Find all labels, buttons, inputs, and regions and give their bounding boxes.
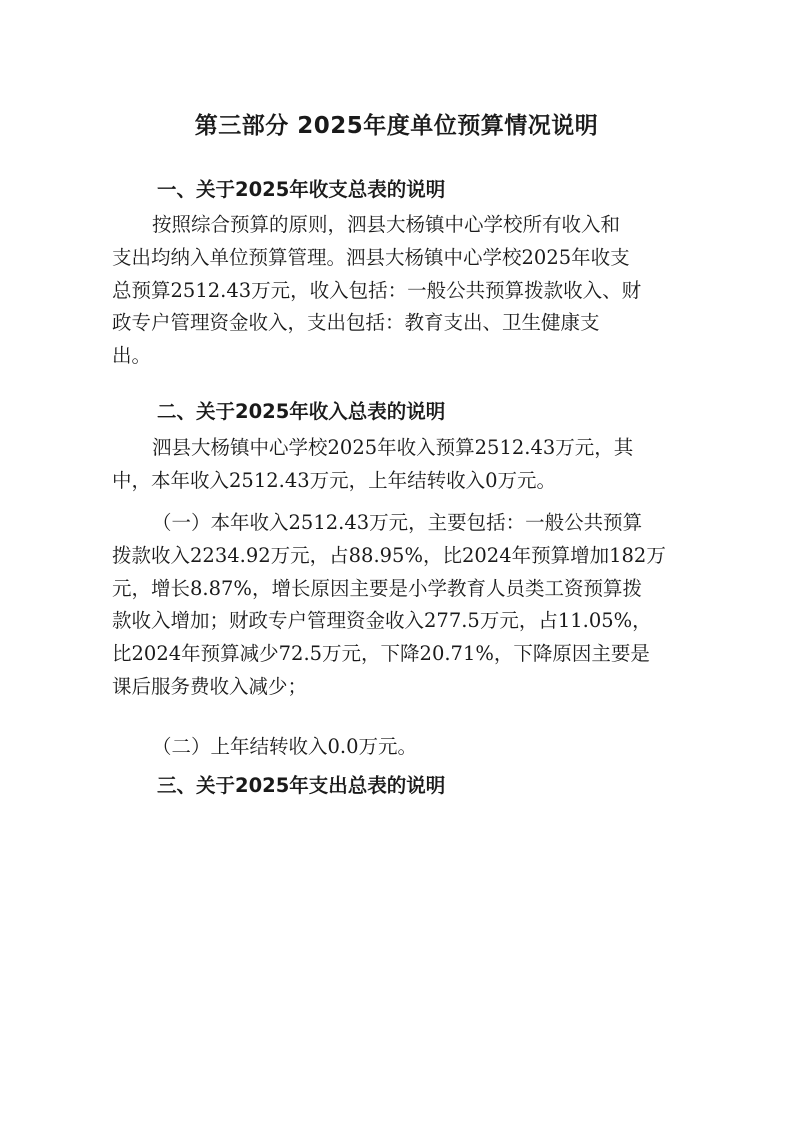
section-2-paragraph xyxy=(112,432,682,498)
section-1-paragraph xyxy=(112,209,682,373)
text-line: （一）本年收入2512.43万元，主要包括：一般公共预算 xyxy=(152,511,643,534)
text-line: 按照综合预算的原则，泗县大杨镇中心学校所有收入和 xyxy=(152,213,621,236)
text-line: 总预算2512.43万元，收入包括：一般公共预算拨款收入、财 xyxy=(112,278,642,302)
section-2-heading: 二、关于2025年收入总表的说明 xyxy=(157,400,446,423)
text-line: 政专户管理资金收入，支出包括：教育支出、卫生健康支 xyxy=(112,311,600,335)
section-2-subsection-2 xyxy=(112,731,682,764)
text-line: 泗县大杨镇中心学校2025年收入预算2512.43万元，其 xyxy=(152,436,634,459)
section-3-heading: 三、关于2025年支出总表的说明 xyxy=(157,774,446,797)
page-title: 第三部分 2025年度单位预算情况说明 xyxy=(194,113,599,139)
text-line: （二）上年结转收入0.0万元。 xyxy=(152,735,418,758)
section-2-subsection-1 xyxy=(112,507,682,704)
text-line: 出。 xyxy=(112,344,152,368)
text-line: 课后服务费收入减少； xyxy=(112,674,308,698)
text-line: 款收入增加；财政专户管理资金收入277.5万元，占11.05%， xyxy=(112,609,652,633)
text-line: 中，本年收入2512.43万元，上年结转收入0万元。 xyxy=(112,468,557,492)
text-line: 支出均纳入单位预算管理。泗县大杨镇中心学校2025年收支 xyxy=(112,245,630,269)
text-line: 比2024年预算减少72.5万元，下降20.71%，下降原因主要是 xyxy=(112,642,650,666)
text-line: 拨款收入2234.92万元，占88.95%，比2024年预算增加182万 xyxy=(112,543,666,567)
section-1-heading: 一、关于2025年收支总表的说明 xyxy=(157,178,446,201)
text-line: 元，增长8.87%，增长原因主要是小学教育人员类工资预算拨 xyxy=(112,576,642,600)
